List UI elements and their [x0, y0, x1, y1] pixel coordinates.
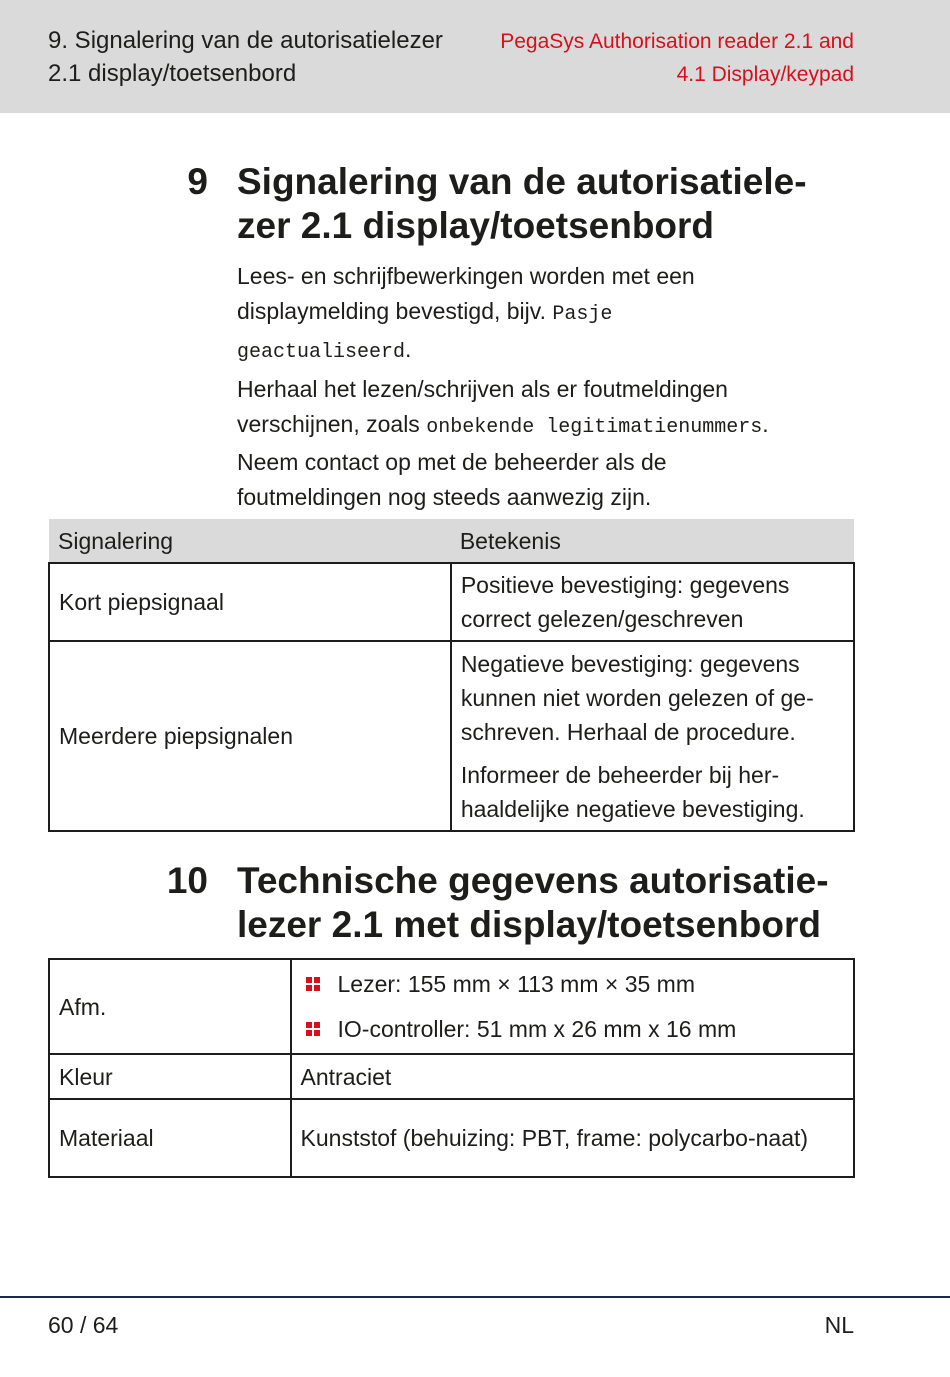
table-row — [49, 959, 854, 1054]
p2-line4: foutmeldingen nog steeds aanwezig zijn. — [237, 483, 652, 510]
table-row — [49, 1054, 854, 1099]
signal-table-header — [49, 519, 854, 563]
signal-table — [48, 519, 855, 832]
header-product-line1: PegaSys Authorisation reader 2.1 and — [500, 30, 854, 53]
p2-line3: Neem contact op met de beheerder als de — [237, 449, 667, 475]
p1-line2-text: displaymelding bevestigd, bijv. — [237, 297, 553, 324]
meaning-text: Informeer de beheerder bij her-haaldelijke negatieve bevestiging. — [460, 761, 805, 822]
section-10-title-line2: lezer 2.1 met display/toetsenbord — [237, 904, 821, 945]
tech-value-cell: Kunststof (behuizing: PBT, frame: polycarbo-naat) — [291, 1099, 854, 1177]
p1-line1: Lees- en schrijfbewerkingen worden met een — [237, 263, 695, 289]
list-item — [301, 1012, 844, 1046]
p2-line2-text: verschijnen, zoals — [237, 410, 427, 437]
p1-line3 — [237, 332, 857, 371]
section-9-heading — [0, 160, 950, 250]
section-9-paragraph-2 — [237, 372, 857, 514]
header-product-line2: 4.1 Display/keypad — [676, 63, 854, 86]
bullet-squares-icon — [306, 1022, 320, 1036]
p1-code-a: Pasje — [552, 302, 613, 326]
tech-label-cell: Materiaal — [49, 1099, 291, 1177]
table-row — [49, 563, 854, 641]
meaning-text: Negatieve bevestiging: gegevens kunnen niet worden gelezen of ge-schreven. Herhaal de procedure. — [460, 650, 814, 745]
page-header — [0, 0, 950, 113]
header-product-title — [500, 25, 854, 91]
p2-line2 — [237, 407, 857, 446]
tech-value-cell — [291, 959, 854, 1054]
section-9-paragraph-1 — [237, 259, 857, 371]
table-row — [49, 641, 854, 831]
language-code: NL — [824, 1312, 854, 1338]
header-chapter-line1: 9. Signalering van de autorisatielezer — [48, 27, 443, 54]
meaning-cell — [451, 563, 854, 641]
p2-code: onbekende legitimatienummers — [426, 415, 763, 439]
meaning-text: Positieve bevestiging: gegevens correct gelezen/geschreven — [460, 572, 790, 632]
header-chapter-title — [48, 24, 443, 90]
header-cell-signalering: Signalering — [49, 519, 451, 563]
p2-line2-end: . — [762, 410, 769, 437]
bullet-squares-icon — [306, 977, 320, 991]
p2-line1: Herhaal het lezen/schrijven als er foutmeldingen — [237, 376, 728, 402]
tech-value-cell: Antraciet — [291, 1054, 854, 1099]
meaning-cell — [451, 641, 854, 831]
p1-end: . — [405, 336, 412, 362]
p1-code-b: geactualiseerd — [237, 341, 406, 364]
header-cell-betekenis: Betekenis — [451, 519, 854, 563]
tech-table — [48, 958, 855, 1178]
list-item — [301, 967, 844, 1001]
section-10-title-line1: Technische gegevens autorisatie- — [237, 860, 829, 901]
list-item-text: Lezer: 155 mm × 113 mm × 35 mm — [337, 971, 696, 997]
header-chapter-line2: 2.1 display/toetsenbord — [48, 60, 297, 87]
section-9-title-line1: Signalering van de autorisatiele- — [237, 161, 807, 202]
p1-line2 — [237, 294, 857, 333]
table-row — [49, 1099, 854, 1177]
page-number: 60 / 64 — [48, 1312, 119, 1338]
section-9-number: 9 — [187, 161, 208, 202]
footer-divider — [0, 1296, 950, 1298]
list-item-text: IO-controller: 51 mm x 26 mm x 16 mm — [337, 1016, 737, 1042]
tech-label-cell: Afm. — [49, 959, 291, 1054]
signal-cell: Meerdere piepsignalen — [49, 641, 451, 831]
section-10-title — [237, 859, 887, 947]
section-10-heading — [0, 859, 950, 949]
section-9-title — [237, 160, 877, 248]
section-9-title-line2: zer 2.1 display/toetsenbord — [237, 205, 715, 246]
section-10-number: 10 — [166, 860, 208, 901]
tech-label-cell: Kleur — [49, 1054, 291, 1099]
signal-cell: Kort piepsignaal — [49, 563, 451, 641]
